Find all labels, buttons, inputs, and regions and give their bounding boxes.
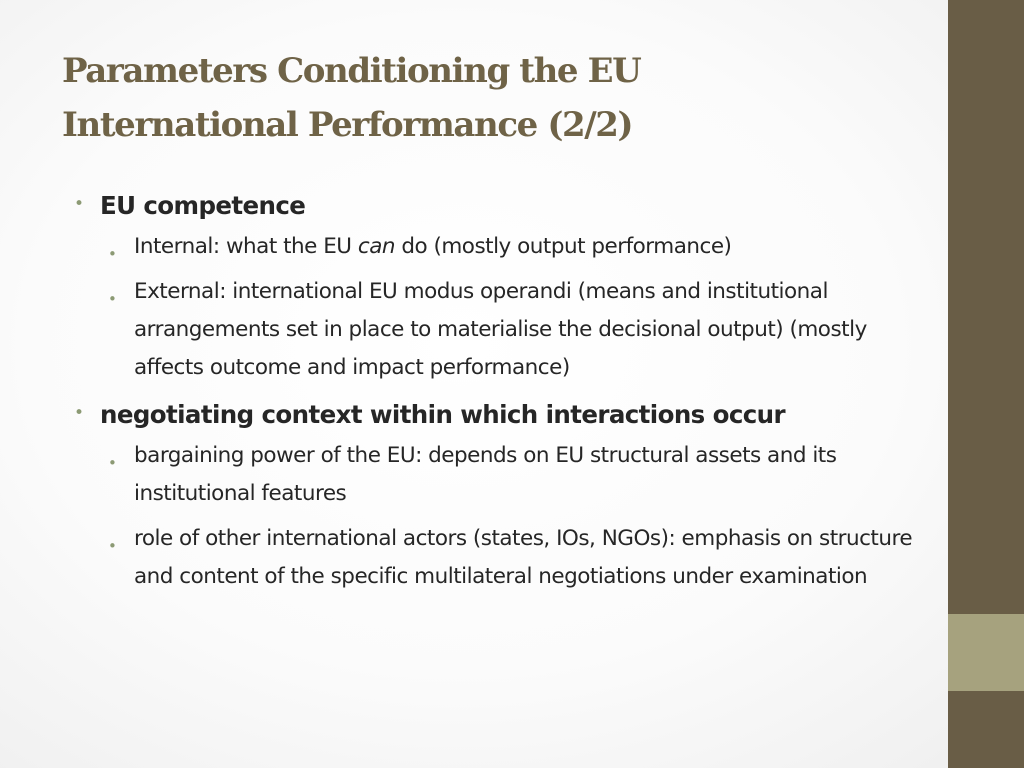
title-line-2: International Performance (2/2) — [62, 105, 633, 145]
slide-title — [62, 44, 922, 152]
section-heading: EU competence — [100, 191, 306, 220]
list-item — [72, 437, 922, 513]
section-heading: negotiating context within which interactions occur — [100, 400, 785, 429]
section-eu-competence — [72, 188, 922, 387]
sidebar-accent-block — [948, 614, 1024, 691]
bullet-icon: • — [108, 454, 117, 472]
bullet-icon: • — [74, 194, 85, 214]
list-item-text: role of other international actors (states, IOs, NGOs): emphasis on structure and content of the specific multilateral negotiations under examination — [134, 526, 913, 589]
bullet-icon: • — [108, 537, 117, 555]
text-segment: do (mostly output performance) — [395, 234, 732, 259]
list-item — [72, 273, 922, 387]
bullet-icon: • — [74, 403, 85, 423]
text-segment: Internal: what the EU — [134, 234, 358, 259]
title-line-1: Parameters Conditioning the EU — [62, 51, 641, 91]
list-item — [72, 228, 922, 266]
bullet-icon: • — [108, 290, 117, 308]
section-negotiating-context — [72, 397, 922, 596]
list-item-text: bargaining power of the EU: depends on EU structural assets and its institutional features — [134, 443, 837, 506]
slide-body — [72, 188, 922, 606]
bullet-icon: • — [108, 245, 117, 263]
sub-bullet-list — [100, 437, 922, 596]
list-item — [72, 520, 922, 596]
emphasis-text: can — [357, 234, 395, 259]
sub-bullet-list — [100, 228, 922, 387]
bullet-list — [72, 188, 922, 596]
list-item-text: External: international EU modus operandi (means and institutional arrangements set in place to materialise the decisional output) (mostly affects outcome and impact performance) — [134, 279, 867, 380]
list-item-text — [134, 228, 922, 266]
